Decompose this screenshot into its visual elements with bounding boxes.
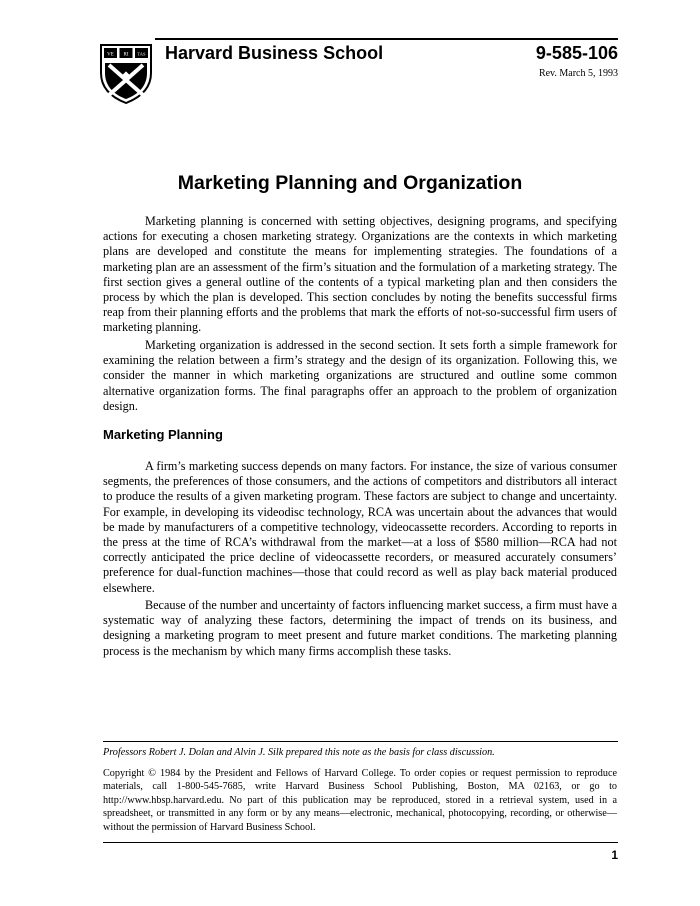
case-number: 9-585-106 <box>535 43 618 63</box>
header-rule <box>155 38 618 40</box>
document-title: Marketing Planning and Organization <box>177 172 523 194</box>
harvard-shield-logo <box>99 43 153 105</box>
footer-rule-top <box>103 741 618 742</box>
intro-paragraph-2 <box>103 338 617 414</box>
footer-rule-bottom <box>103 842 618 843</box>
section-paragraph-1 <box>103 459 617 596</box>
paragraph-text: Marketing organization is addressed in the second section. It sets forth a simple framework for examining the relation between a firm’s strategy and the design of its organization. Following this, we consider the manner in which marketing organizations are structured and outline some common alternative organization forms. The final paragraphs offer an approach to the problem of organization design. <box>103 338 617 413</box>
school-name: Harvard Business School <box>165 43 384 63</box>
revision-date: Rev. March 5, 1993 <box>538 68 618 79</box>
copyright-notice: Copyright © 1984 by the President and Fellows of Harvard College. To order copies or request permission to reproduce materials, call 1-800-545-7685, write Harvard Business School Publishing, Boston, MA 02163, or go to http://www.hbsp.harvard.edu. No part of this publication may be reproduced, stored in a retrieval system, used in a spreadsheet, or transmitted in any form or by any means—electronic, mechanical, photocopying, recording, or otherwise—without the permission of Harvard Business School. <box>103 768 617 833</box>
paragraph-text: Because of the number and uncertainty of factors influencing market success, a firm must have a systematic way of analyzing these factors, determining the impact of trends on its business, and designing a marketing program to meet present and future market conditions. The marketing planning process is the mechanism by which many firms accomplish these tasks. <box>103 598 617 658</box>
section-paragraph-2 <box>103 598 617 659</box>
section-heading: Marketing Planning <box>103 427 223 442</box>
shield-book-3: TAS <box>137 51 146 57</box>
shield-book-2: RI <box>123 52 129 58</box>
paragraph-text: A firm’s marketing success depends on many factors. For instance, the size of various consumer segments, the preferences of those consumers, and the actions of competitors and distributors all interact to produce the results of a given marketing program. These factors are subject to change and uncertainty. For example, in developing its videodisc technology, RCA was uncertain about the advances that would be made by manufacturers of a competitive technology, videocassette recorders. According to reports in the press at the time of RCA’s withdrawal from the market—at a loss of $580 million—RCA had not correctly anticipated the price decline of videocassette recorders, or measured accurately consumers’ preference for dual-function machines—those that could record as well as play back material produced elsewhere. <box>103 459 617 595</box>
authors-note: Professors Robert J. Dolan and Alvin J. Silk prepared this note as the basis for class discussion. <box>103 747 495 758</box>
paragraph-text: Marketing planning is concerned with setting objectives, designing programs, and specifying actions for executing a chosen marketing strategy. Organizations are the contexts in which marketing plans are developed and constitute the means for implementing strategies. The foundations of a marketing plan are an assessment of the firm’s situation and the formulation of a marketing strategy. The first section gives a general outline of the contents of a typical marketing plan and then considers the process by which the plan is developed. This section concludes by noting the benefits successful firms reap from their planning efforts and the problems that mark the efforts of not-so-successful firm users of marketing planning. <box>103 214 617 335</box>
shield-book-1: VE <box>107 52 114 58</box>
intro-paragraph-1 <box>103 214 617 336</box>
page-number: 1 <box>611 848 618 862</box>
